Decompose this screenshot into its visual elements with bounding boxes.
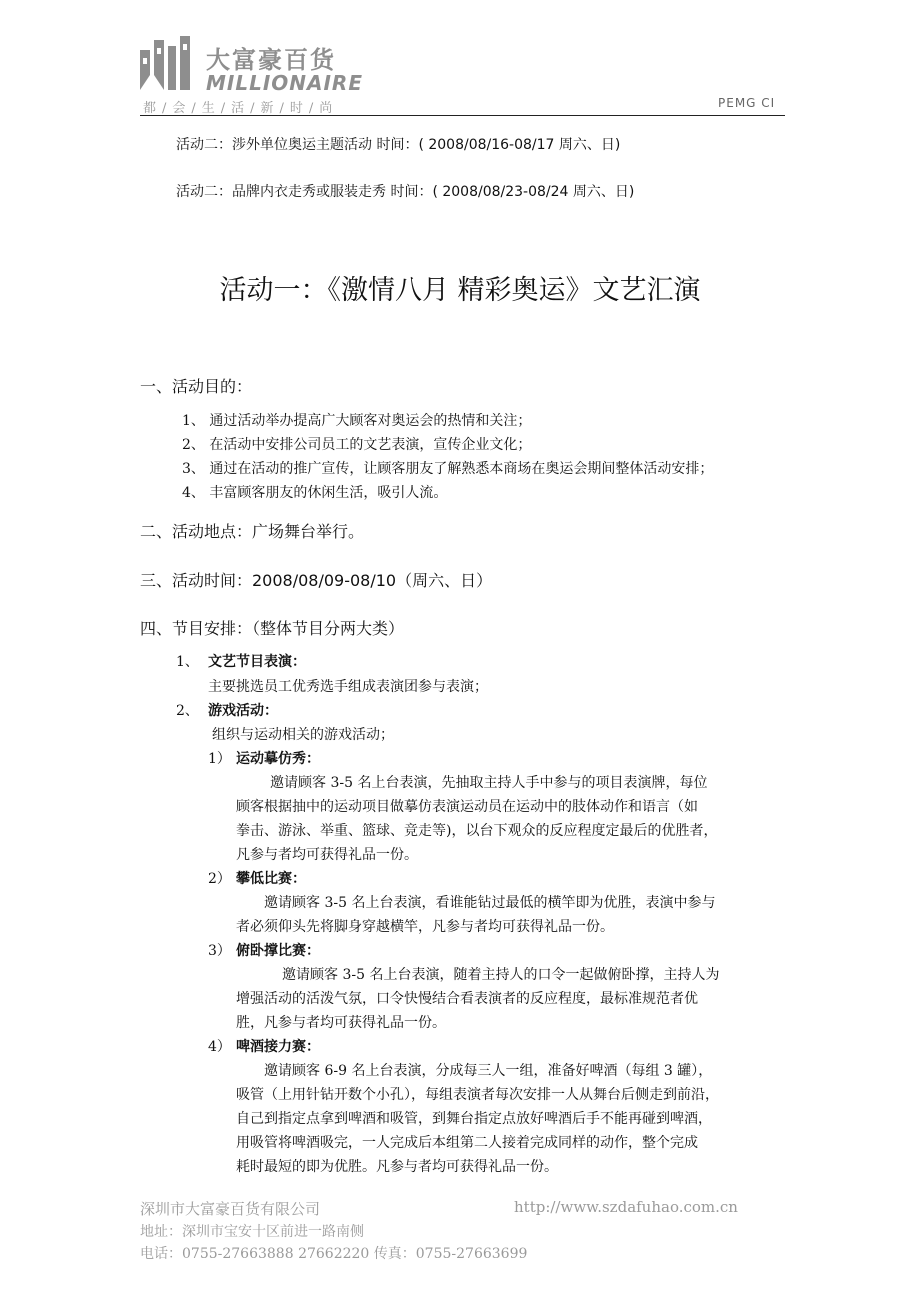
program-item-desc: 组织与运动相关的游戏活动； [212, 727, 394, 743]
footer-address: 地址：深圳市宝安十区前进一路南侧 [140, 1224, 364, 1240]
brand-name-en: MILLIONAIRE [206, 71, 363, 95]
page-title: 活动一：《激情八月 精彩奥运》文艺汇演 [219, 275, 701, 306]
game-line: 邀请顾客 6-9 名上台表演，分成每三人一组，准备好啤酒（每组 3 罐）， [264, 1063, 713, 1079]
game-line: 邀请顾客 3-5 名上台表演，先抽取主持人手中参与的项目表演牌，每位 [270, 775, 708, 791]
game-line: 者必须仰头先将脚身穿越横竿，凡参与者均可获得礼品一份。 [236, 919, 614, 935]
game-line: 胜，凡参与者均可获得礼品一份。 [236, 1015, 446, 1031]
activity-line: 活动二：涉外单位奥运主题活动 时间：( 2008/08/16-08/17 周六、日) [176, 137, 621, 153]
section-location: 二、活动地点：广场舞台举行。 [140, 522, 365, 541]
program-item-number: 1、 [176, 654, 199, 670]
game-line: 吸管（上用针钻开数个小孔），每组表演者每次安排一人从舞台后侧走到前沿， [236, 1087, 719, 1103]
game-line: 自己到指定点拿到啤酒和吸管，到舞台指定点放好啤酒后手不能再碰到啤酒， [236, 1111, 712, 1127]
game-line: 增强活动的活泼气氛，口令快慢结合看表演者的反应程度，最标准规范者优 [236, 991, 698, 1007]
game-line: 顾客根据抽中的运动项目做摹仿表演运动员在运动中的肢体动作和语言（如 [236, 799, 698, 815]
game-title: 运动摹仿秀： [236, 751, 320, 767]
activity-line: 活动二：品牌内衣走秀或服装走秀 时间：( 2008/08/23-08/24 周六、日) [176, 184, 635, 200]
program-item-title: 游戏活动： [208, 703, 278, 719]
section-program: 四、节目安排：（整体节目分两大类） [140, 619, 405, 638]
brand-slogan: 都/会/生/活/新/时/尚 [143, 101, 339, 116]
game-number: 2） [208, 871, 231, 887]
game-line: 邀请顾客 3-5 名上台表演，看谁能钻过最低的横竿即为优胜，表演中参与 [264, 895, 716, 911]
game-title: 攀低比赛： [236, 871, 306, 887]
game-title: 啤酒接力赛： [236, 1039, 320, 1055]
purpose-item: 2、 在活动中安排公司员工的文艺表演，宣传企业文化； [182, 437, 532, 453]
purpose-item: 4、 丰富顾客朋友的休闲生活，吸引人流。 [182, 485, 448, 501]
game-line: 耗时最短的即为优胜。凡参与者均可获得礼品一份。 [236, 1159, 558, 1175]
section-heading-purpose: 一、活动目的： [140, 377, 253, 396]
millionaire-logo-icon [140, 36, 196, 90]
document-code: PEMG CI [718, 96, 776, 110]
purpose-item: 1、 通过活动举办提高广大顾客对奥运会的热情和关注； [182, 413, 532, 429]
header-divider [140, 115, 785, 116]
purpose-item: 3、 通过在活动的推广宣传，让顾客朋友了解熟悉本商场在奥运会期间整体活动安排； [182, 461, 714, 477]
footer-company: 深圳市大富豪百货有限公司 [140, 1200, 321, 1218]
game-line: 用吸管将啤酒吸完，一人完成后本组第二人接着完成同样的动作，整个完成 [236, 1135, 698, 1151]
game-line: 拳击、游泳、举重、篮球、竞走等)，以台下观众的反应程度定最后的优胜者， [236, 823, 718, 839]
game-line: 邀请顾客 3-5 名上台表演，随着主持人的口令一起做俯卧撑，主持人为 [282, 967, 720, 983]
program-item-desc: 主要挑选员工优秀选手组成表演团参与表演； [208, 679, 488, 695]
game-number: 4） [208, 1039, 231, 1055]
game-number: 1） [208, 751, 231, 767]
game-line: 凡参与者均可获得礼品一份。 [236, 847, 418, 863]
game-title: 俯卧撑比赛： [236, 943, 320, 959]
brand-name-cn: 大富豪百货 [206, 46, 336, 74]
program-item-number: 2、 [176, 703, 199, 719]
game-number: 3） [208, 943, 231, 959]
program-item-title: 文艺节目表演： [208, 654, 306, 670]
section-time: 三、活动时间：2008/08/09-08/10（周六、日） [140, 571, 493, 590]
footer-url[interactable]: http://www.szdafuhao.com.cn [514, 1198, 738, 1216]
footer-phone: 电话：0755-27663888 27662220 传真：0755-27663699 [140, 1246, 528, 1262]
